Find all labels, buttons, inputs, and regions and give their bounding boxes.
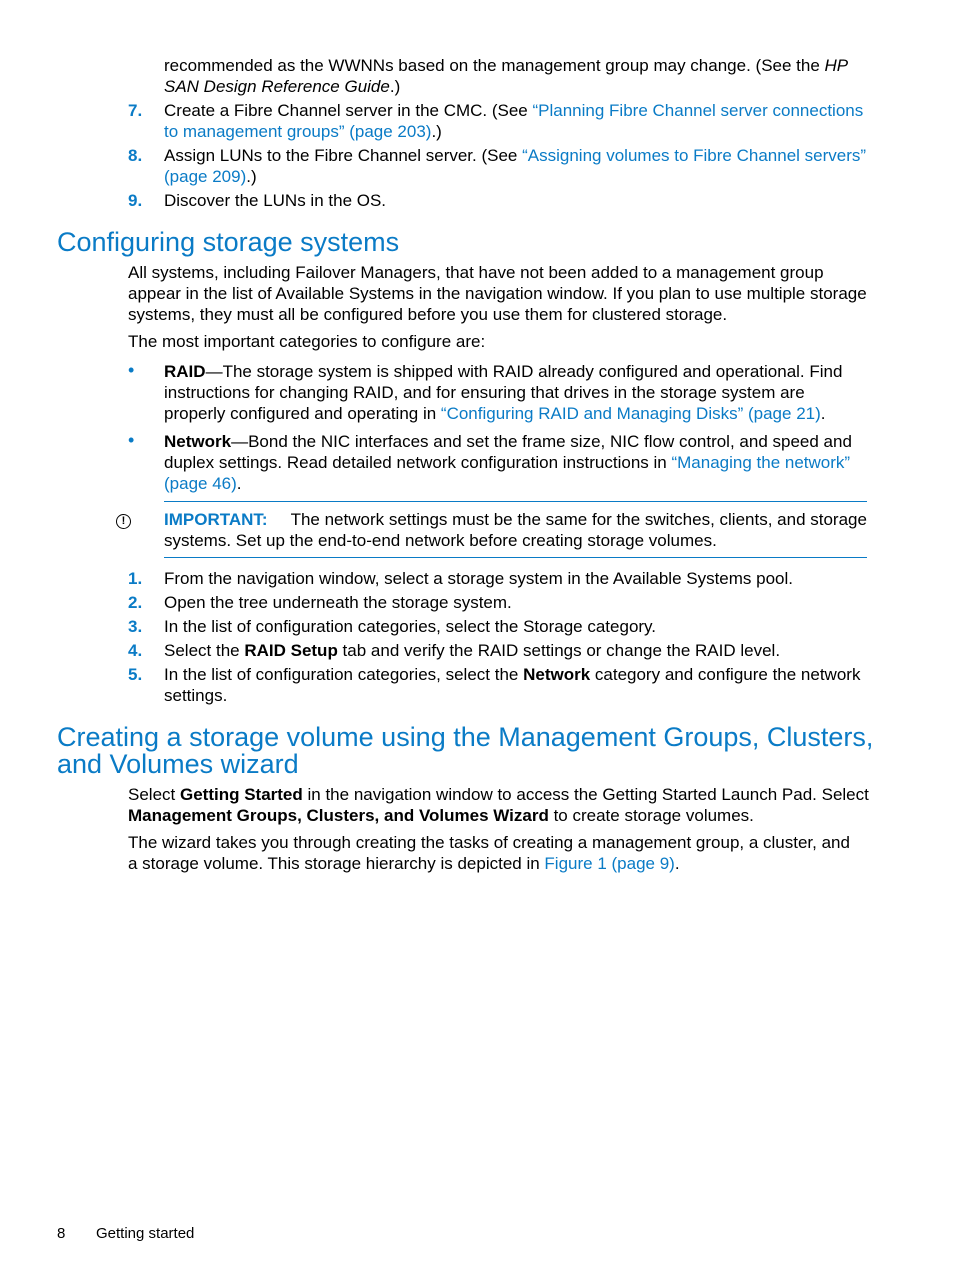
step-1-text: From the navigation window, select a storage system in the Available Systems pool. xyxy=(164,569,794,588)
step-5-post: category and configure the network settings. xyxy=(164,665,861,705)
continuation-text-end: .) xyxy=(389,77,401,96)
important-note xyxy=(164,509,869,551)
guide-title: HP SAN Design Reference Guide xyxy=(164,56,848,96)
important-icon: ! xyxy=(116,514,131,529)
link-managing-network[interactable]: “Managing the network” (page 46) xyxy=(164,453,851,493)
continuation-paragraph xyxy=(164,55,869,97)
section-heading-configuring: Configuring storage systems xyxy=(57,227,400,257)
s2p1-mid: in the navigation window to access the Getting Started Launch Pad. Select xyxy=(302,785,869,804)
step-number-1: 1. xyxy=(128,569,143,588)
footer-section-title: Getting started xyxy=(96,1225,195,1242)
step-4-text xyxy=(164,640,869,661)
link-assigning-volumes[interactable]: “Assigning volumes to Fibre Channel servers” (page 209) xyxy=(164,146,867,186)
link-figure-1[interactable]: Figure 1 (page 9) xyxy=(544,854,675,873)
section2-paragraph-1 xyxy=(128,784,873,826)
important-top-rule xyxy=(164,501,867,502)
s2p2-pre: The wizard takes you through creating the tasks of creating a management group, a cluster, and a storage volume. This storage hierarchy is depicted in xyxy=(128,833,850,873)
bullet-raid-label: RAID xyxy=(164,362,206,381)
important-label: IMPORTANT: xyxy=(164,510,268,529)
network-category-name: Network xyxy=(523,665,591,684)
section1-paragraph-1: All systems, including Failover Managers, that have not been added to a management group appear in the list of Available Systems in the navigation window. If you plan to use multiple storage systems, they must all be configured before you use them for clustered storage. xyxy=(128,263,867,324)
section1-paragraph-2: The most important categories to configure are: xyxy=(128,332,486,351)
step-3-text: In the list of configuration categories, select the Storage category. xyxy=(164,617,657,636)
bullet-network-post: . xyxy=(236,474,242,493)
step-number-5: 5. xyxy=(128,665,143,684)
wizard-name-label: Management Groups, Clusters, and Volumes Wizard xyxy=(128,806,549,825)
bullet-network-text: —Bond the NIC interfaces and set the frame size, NIC flow control, and speed and duplex settings. Read detailed network configuration instructions in xyxy=(164,432,852,472)
bullet-raid-post: . xyxy=(820,404,826,423)
s2p2-post: . xyxy=(674,854,680,873)
step-2-text: Open the tree underneath the storage system. xyxy=(164,593,512,612)
bullet-icon: • xyxy=(128,360,135,380)
step-9-text: Discover the LUNs in the OS. xyxy=(164,191,387,210)
important-text: The network settings must be the same for the switches, clients, and storage systems. Set up the end-to-end network before creating storage volumes. xyxy=(164,510,867,550)
raid-setup-tab-name: RAID Setup xyxy=(244,641,338,660)
section2-paragraph-2 xyxy=(128,832,863,874)
bullet-network-label: Network xyxy=(164,432,232,451)
step-4-post: tab and verify the RAID settings or change the RAID level. xyxy=(337,641,781,660)
bullet-icon: • xyxy=(128,430,135,450)
bullet-raid-text: —The storage system is shipped with RAID already configured and operational. Find instructions for changing RAID, and for ensuring that drives in the storage system are properly configured and operating in xyxy=(164,362,843,423)
important-bottom-rule xyxy=(164,557,867,558)
step-7-pre: Create a Fibre Channel server in the CMC. (See xyxy=(164,101,533,120)
step-5-text xyxy=(164,664,869,706)
continuation-text: recommended as the WWNNs based on the management group may change. (See the xyxy=(164,56,825,75)
step-number-8: 8. xyxy=(128,146,143,165)
s2p1-pre: Select xyxy=(128,785,180,804)
step-number-2: 2. xyxy=(128,593,143,612)
step-5-pre: In the list of configuration categories, select the xyxy=(164,665,524,684)
step-number-9: 9. xyxy=(128,191,143,210)
getting-started-label: Getting Started xyxy=(179,785,303,804)
step-7-text xyxy=(164,100,869,142)
link-configuring-raid[interactable]: “Configuring RAID and Managing Disks” (page 21) xyxy=(440,404,821,423)
step-8-post: .) xyxy=(246,167,257,186)
page-number: 8 xyxy=(57,1225,66,1242)
step-4-pre: Select the xyxy=(164,641,245,660)
section-heading-creating-volume: Creating a storage volume using the Management Groups, Clusters, and Volumes wizard xyxy=(57,722,874,779)
step-7-post: .) xyxy=(431,122,442,141)
step-8-pre: Assign LUNs to the Fibre Channel server. (See xyxy=(164,146,523,165)
link-planning-fc-server[interactable]: “Planning Fibre Channel server connections to management groups” (page 203) xyxy=(164,101,864,141)
step-8-text xyxy=(164,145,869,187)
step-number-7: 7. xyxy=(128,101,143,120)
s2p1-post: to create storage volumes. xyxy=(548,806,754,825)
step-number-3: 3. xyxy=(128,617,143,636)
bullet-network xyxy=(164,431,869,494)
step-number-4: 4. xyxy=(128,641,143,660)
bullet-raid xyxy=(164,361,869,424)
